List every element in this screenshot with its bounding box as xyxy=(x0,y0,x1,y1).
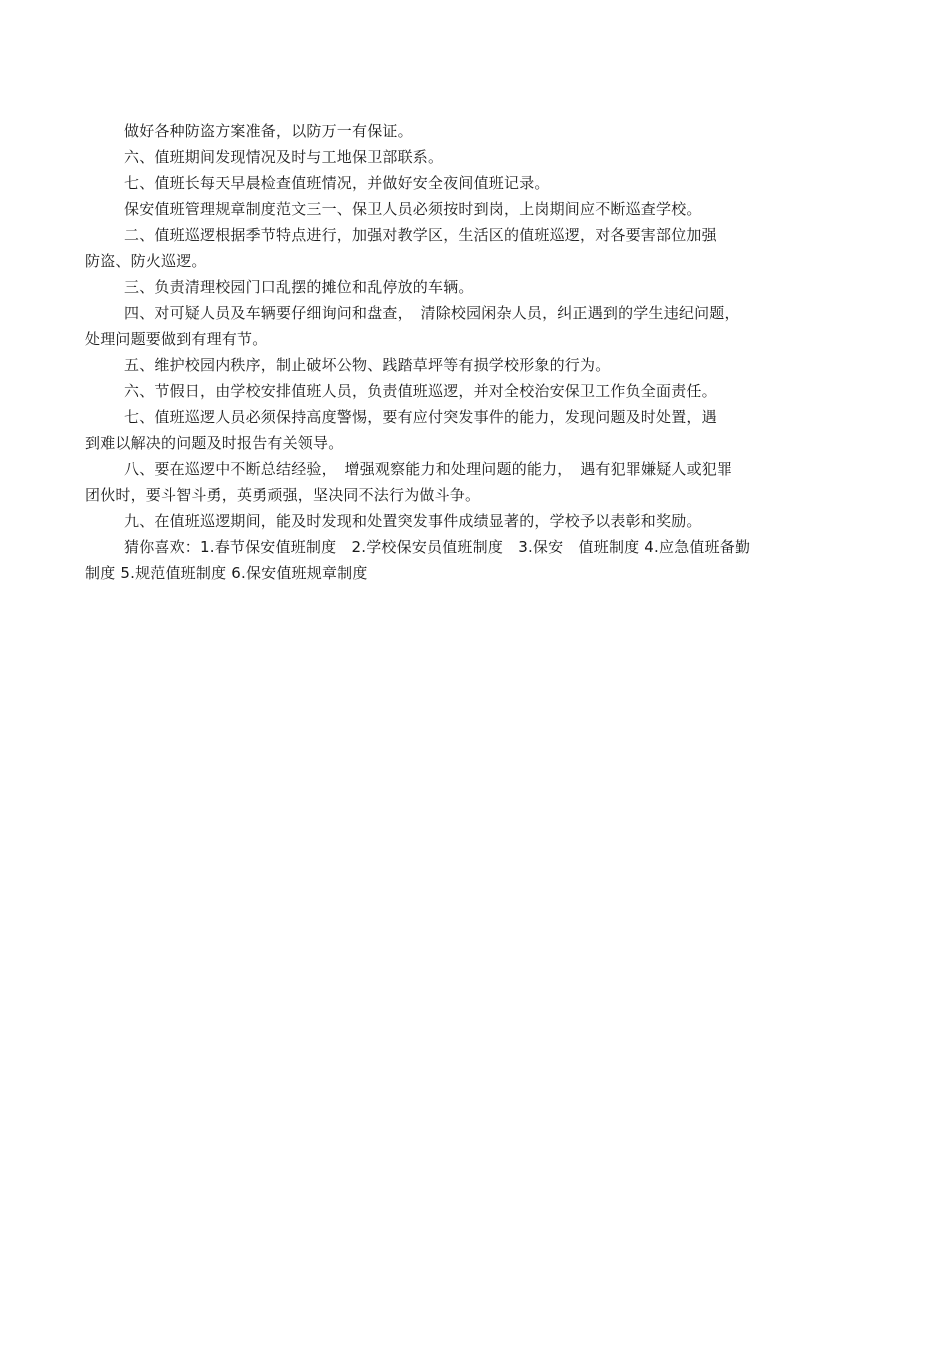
paragraph-line: 制度 5.规范值班制度 6.保安值班规章制度 xyxy=(85,564,368,582)
paragraph xyxy=(85,404,865,456)
paragraph-line: 五、维护校园内秩序，制止破坏公物、践踏草坪等有损学校形象的行为。 xyxy=(124,356,611,374)
related-links-paragraph xyxy=(85,534,865,586)
paragraph xyxy=(85,196,865,222)
paragraph-line: 七、值班巡逻人员必须保持高度警惕，要有应付突发事件的能力，发现问题及时处置，遇 xyxy=(124,408,717,426)
paragraph xyxy=(85,352,865,378)
paragraph xyxy=(85,144,865,170)
document-body xyxy=(85,118,865,586)
paragraph-line: 六、值班期间发现情况及时与工地保卫部联系。 xyxy=(124,148,444,166)
paragraph xyxy=(85,274,865,300)
paragraph-line: 团伙时，要斗智斗勇，英勇顽强，坚决同不法行为做斗争。 xyxy=(85,486,481,504)
paragraph xyxy=(85,378,865,404)
paragraph-line: 到难以解决的问题及时报告有关领导。 xyxy=(85,434,344,452)
paragraph-line: 猜你喜欢：1.春节保安值班制度 2.学校保安员值班制度 3.保安 值班制度 4.应急值班备勤 xyxy=(124,538,751,556)
paragraph-line: 保安值班管理规章制度范文三一、保卫人员必须按时到岗，上岗期间应不断巡查学校。 xyxy=(124,200,702,218)
paragraph-line: 八、要在巡逻中不断总结经验， 增强观察能力和处理问题的能力， 遇有犯罪嫌疑人或犯罪 xyxy=(124,460,733,478)
paragraph-line: 四、对可疑人员及车辆要仔细询问和盘查， 清除校园闲杂人员，纠正遇到的学生违纪问题， xyxy=(124,304,740,322)
paragraph-line: 防盗、防火巡逻。 xyxy=(85,252,207,270)
paragraph xyxy=(85,508,865,534)
paragraph xyxy=(85,456,865,508)
paragraph xyxy=(85,170,865,196)
paragraph-line: 做好各种防盗方案准备，以防万一有保证。 xyxy=(124,122,413,140)
paragraph-line: 六、节假日，由学校安排值班人员，负责值班巡逻，并对全校治安保卫工作负全面责任。 xyxy=(124,382,717,400)
paragraph xyxy=(85,222,865,274)
paragraph-line: 七、值班长每天早晨检查值班情况，并做好安全夜间值班记录。 xyxy=(124,174,550,192)
paragraph-line: 处理问题要做到有理有节。 xyxy=(85,330,268,348)
paragraph-line: 三、负责清理校园门口乱摆的摊位和乱停放的车辆。 xyxy=(124,278,474,296)
paragraph xyxy=(85,118,865,144)
paragraph xyxy=(85,300,865,352)
paragraph-line: 二、值班巡逻根据季节特点进行，加强对教学区，生活区的值班巡逻，对各要害部位加强 xyxy=(124,226,717,244)
paragraph-line: 九、在值班巡逻期间，能及时发现和处置突发事件成绩显著的，学校予以表彰和奖励。 xyxy=(124,512,702,530)
